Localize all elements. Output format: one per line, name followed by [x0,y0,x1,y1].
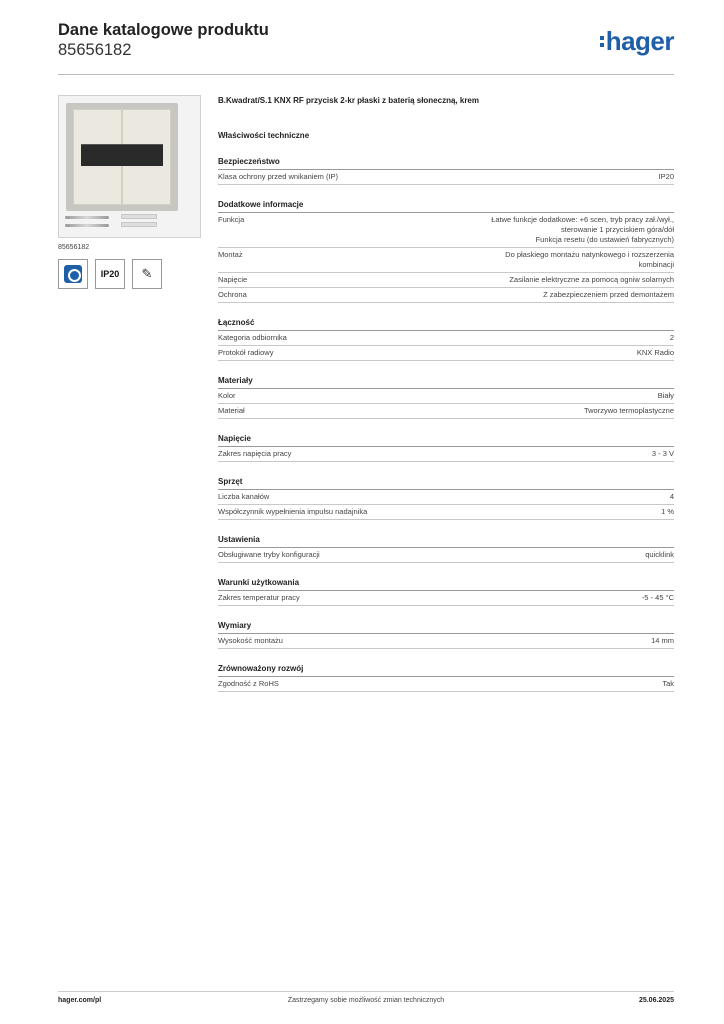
spec-label: Klasa ochrony przed wnikaniem (IP) [218,172,339,181]
wall-plug [121,222,157,227]
spec-value [310,593,674,603]
section-title: Warunki użytkowania [218,577,674,591]
spec-row [218,677,674,692]
spec-section [218,156,674,185]
spec-value [330,550,674,560]
quicklink-icon [64,265,82,283]
quicklink-badge [58,259,88,289]
spec-row [218,548,674,563]
spec-value-line: Z zabezpieczeniem przed demontażem [543,290,674,299]
spec-value [257,290,674,300]
header-divider [58,74,674,75]
spec-row [218,273,674,288]
spec-row [218,634,674,649]
spec-value-line: sterowanie 1 przyciskiem góra/dół [561,225,674,234]
spec-value-line: Tak [662,679,674,688]
page-footer [58,997,674,1009]
spec-value [253,250,674,270]
spec-value [257,275,674,285]
spec-value-line: Łatwe funkcje dodatkowe: +6 scen, tryb pracy zał./wył., [491,215,674,224]
spec-label: Funkcja [218,215,245,224]
spec-row [218,331,674,346]
spec-value [255,406,674,416]
spec-value [283,348,674,358]
spec-value-line: KNX Radio [636,348,674,357]
solar-panel [81,144,163,166]
spec-label: Kategoria odbiornika [218,333,287,342]
spec-value-line: 3 - 3 V [651,449,674,458]
spec-label: Ochrona [218,290,247,299]
spec-section [218,433,674,462]
spec-value-line: 4 [669,492,674,501]
spec-row [218,170,674,185]
spec-label: Zakres napięcia pracy [218,449,292,458]
spec-value-line: Biały [657,391,674,400]
spec-row [218,288,674,303]
logo-text: hager [605,26,674,56]
disclaimer: Zastrzegamy sobie możliwość zmian technicznych [287,997,445,1004]
spec-row [218,213,674,248]
spec-row [218,389,674,404]
spec-label: Wysokość montażu [218,636,283,645]
ip-rating-text: IP20 [100,269,120,279]
screw [65,216,109,219]
spec-row [218,490,674,505]
spec-value [377,507,674,517]
spec-section [218,317,674,361]
image-caption: 85656182 [58,244,90,251]
spec-section [218,534,674,563]
spec-value-line: kombinacji [638,260,674,269]
hager-logo [600,26,674,57]
wall-plug [121,214,157,219]
spec-value [301,449,674,459]
section-title: Ustawienia [218,534,674,548]
spec-label: Zgodność z RoHS [218,679,279,688]
spec-section [218,663,674,692]
section-title: Materiały [218,375,674,389]
spec-row [218,346,674,361]
section-title: Napięcie [218,433,674,447]
spec-label: Współczynnik wypełnienia impulsu nadajnika [218,507,368,516]
spec-row [218,248,674,273]
product-sidebar [58,95,201,289]
spec-value [246,391,674,401]
spec-label: Napięcie [218,275,248,284]
section-title: Zrównoważony rozwój [218,663,674,677]
spec-value-line: Zasilanie elektryczne za pomocą ogniw solarnych [509,275,674,284]
product-number: 85656182 [58,41,132,59]
mounting-icon: ✎ [141,266,153,281]
spec-value [293,636,674,646]
spec-value [289,679,674,689]
spec-value-line: IP20 [658,172,674,181]
spec-value-line: quicklink [645,550,674,559]
spec-row [218,404,674,419]
website-link[interactable]: hager.com/pl [58,997,102,1004]
footer-divider [58,991,674,992]
spec-value-line: 14 mm [651,636,674,645]
spec-value-line: Do płaskiego montażu natynkowego i rozszerzenia [505,250,674,259]
spec-value-line: Funkcja resetu (do ustawień fabrycznych) [535,235,674,244]
mounting-badge [132,259,162,289]
technical-properties-heading: Właściwości techniczne [218,131,310,140]
spec-section [218,375,674,419]
logo-mark-icon [600,36,604,47]
document-title: Dane katalogowe produktu [58,21,269,39]
screw [65,224,109,227]
specifications [218,95,674,692]
spec-label: Kolor [218,391,236,400]
section-title: Łączność [218,317,674,331]
spec-label: Obsługiwane tryby konfiguracji [218,550,320,559]
spec-value [297,333,674,343]
section-title: Bezpieczeństwo [218,156,674,170]
spec-section [218,620,674,649]
product-image [58,95,201,238]
spec-label: Liczba kanałów [218,492,270,501]
section-title: Dodatkowe informacje [218,199,674,213]
spec-value [348,172,674,182]
section-title: Sprzęt [218,476,674,490]
spec-value-line: Tworzywo termoplastyczne [583,406,674,415]
ip-rating-badge [95,259,125,289]
spec-value-line: -5 - 45 °C [641,593,674,602]
spec-section [218,476,674,520]
spec-value [279,492,674,502]
spec-section [218,577,674,606]
page-header [58,20,674,72]
spec-row [218,591,674,606]
spec-row [218,505,674,520]
spec-row [218,447,674,462]
spec-value [254,215,674,245]
product-name: B.Kwadrat/S.1 KNX RF przycisk 2-kr płaski z baterią słoneczną, krem [218,96,479,105]
spec-label: Protokół radiowy [218,348,274,357]
spec-label: Montaż [218,250,243,259]
spec-sections [218,156,674,692]
section-title: Wymiary [218,620,674,634]
spec-value-line: 2 [669,333,674,342]
document-date: 25.06.2025 [638,997,674,1004]
spec-label: Materiał [218,406,245,415]
spec-value-line: 1 % [661,507,674,516]
feature-badges [58,259,201,289]
spec-section [218,199,674,303]
spec-label: Zakres temperatur pracy [218,593,300,602]
